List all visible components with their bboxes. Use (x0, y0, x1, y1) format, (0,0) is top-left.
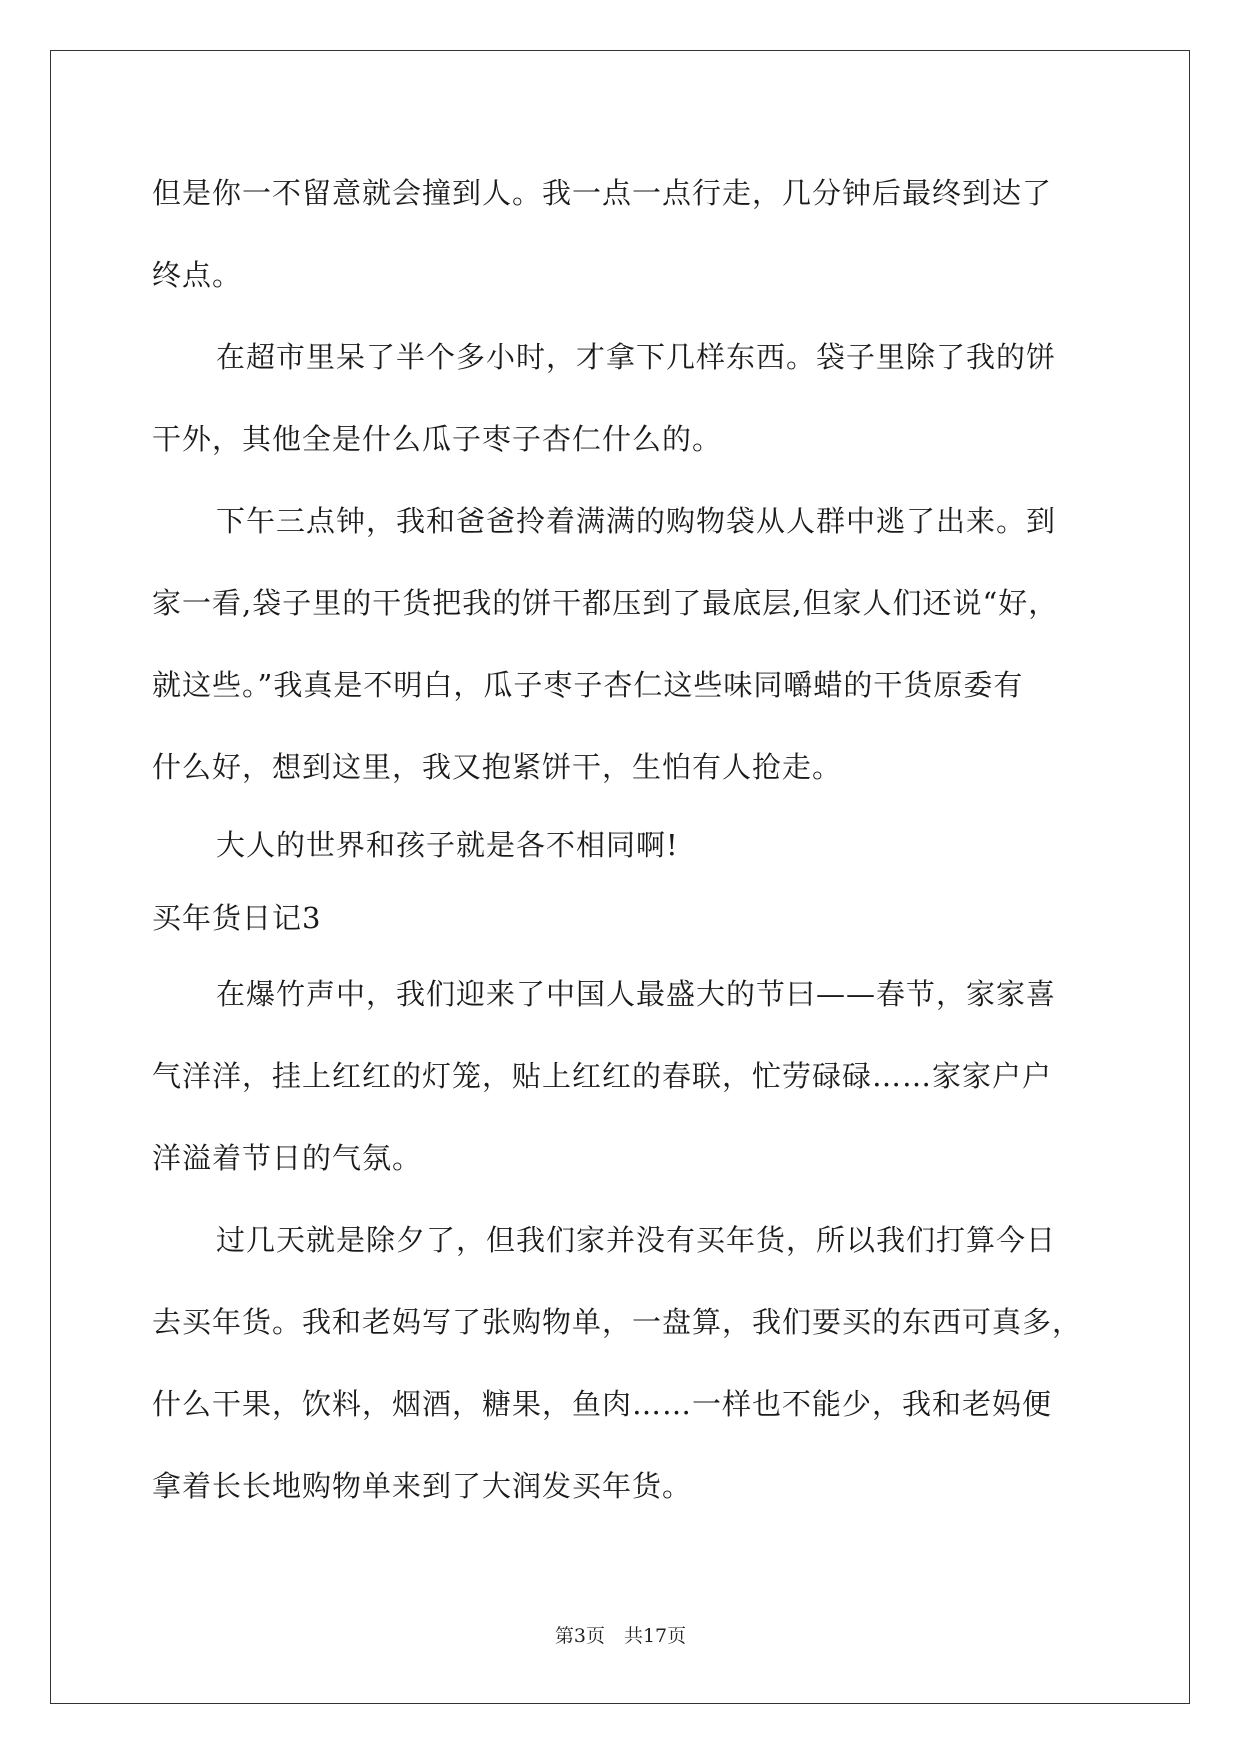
text-line: 气洋洋，挂上红红的灯笼，贴上红红的春联，忙劳碌碌……家家户户 (152, 1059, 1053, 1093)
text-line: 什么干果，饮料，烟酒，糖果，鱼肉……一样也不能少，我和老妈便 (152, 1387, 1053, 1421)
text-line: 但是你一不留意就会撞到人。我一点一点行走，几分钟后最终到达了 (152, 176, 1053, 210)
text-line: 洋溢着节日的气氛。 (152, 1141, 423, 1175)
text-line: 在爆竹声中，我们迎来了中国人最盛大的节曰——春节，家家喜 (216, 977, 1057, 1011)
text-line: 就这些。”我真是不明白，瓜子枣子杏仁这些味同嚼蜡的干货原委有 (152, 668, 1024, 702)
document-body (152, 152, 1092, 1527)
text-line: 下午三点钟，我和爸爸拎着满满的购物袋从人群中逃了出来。到 (216, 504, 1057, 538)
text-line: 干外，其他全是什么瓜子枣子杏仁什么的。 (152, 422, 723, 456)
text-line: 过几天就是除夕了，但我们家并没有买年货，所以我们打算今日 (216, 1223, 1057, 1257)
text-line: 家一看,袋子里的干货把我的饼干都压到了最底层,但家人们还说“好， (152, 586, 1059, 620)
page-number-footer: 第3页 共17页 (554, 1625, 687, 1647)
text-line: 去买年货。我和老妈写了张购物单，一盘算，我们要买的东西可真多， (152, 1305, 1083, 1339)
text-line: 大人的世界和孩子就是各不相同啊! (216, 828, 679, 862)
section-heading: 买年货日记3 (152, 901, 322, 935)
text-line: 终点。 (152, 258, 243, 292)
text-line: 在超市里呆了半个多小时，才拿下几样东西。袋子里除了我的饼 (216, 340, 1057, 374)
text-line: 什么好，想到这里，我又抱紧饼干，生怕有人抢走。 (152, 750, 843, 784)
text-line: 拿着长长地购物单来到了大润发买年货。 (152, 1469, 693, 1503)
